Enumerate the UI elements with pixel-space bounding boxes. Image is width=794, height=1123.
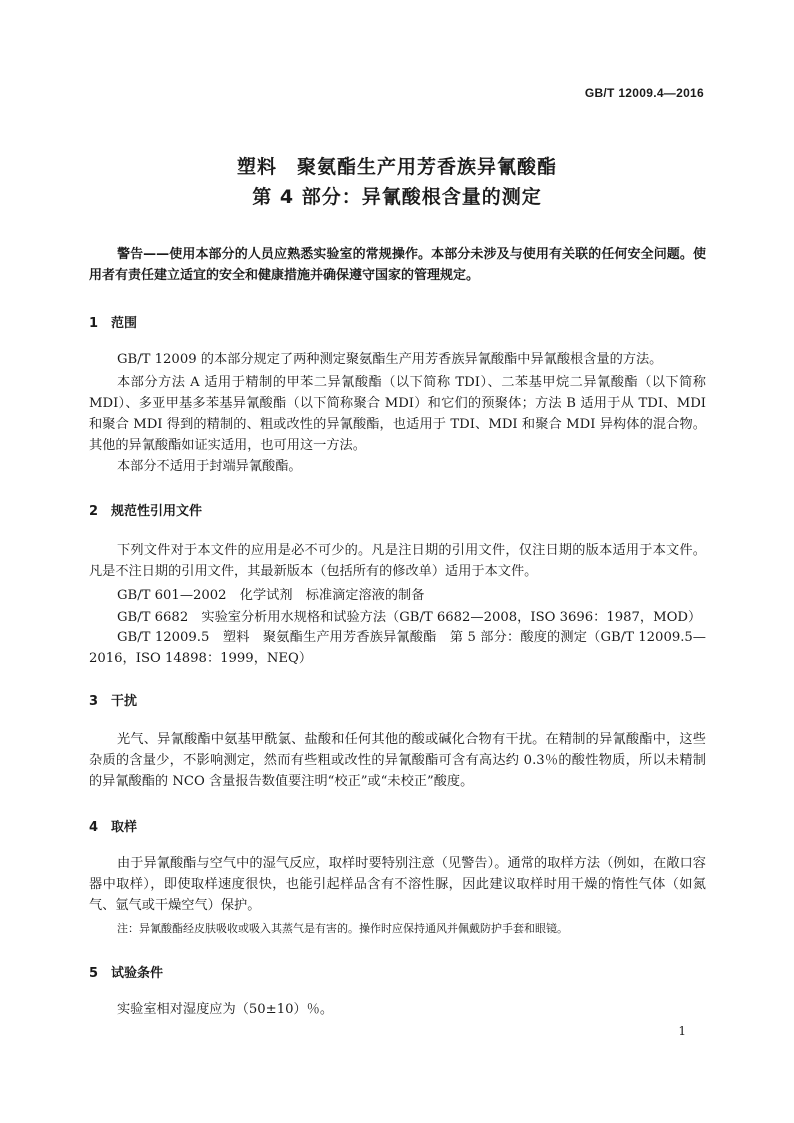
reference-item: GB/T 601—2002 化学试剂 标准滴定溶液的制备 — [117, 588, 425, 603]
page-number: 1 — [678, 1024, 686, 1038]
section-1-paragraph-3: 本部分不适用于封端异氰酸酯。 — [117, 459, 302, 474]
section-title: 干扰 — [111, 694, 138, 709]
section-number: 1 — [89, 316, 99, 331]
section-heading-1 — [89, 312, 137, 331]
section-number: 2 — [89, 504, 99, 519]
section-title: 范围 — [111, 316, 138, 331]
section-1-paragraph-1: GB/T 12009 的本部分规定了两种测定聚氨酯生产用芳香族异氰酸酯中异氰酸根含量的方法。 — [117, 352, 663, 367]
section-4-paragraph-1: 由于异氰酸酯与空气中的湿气反应，取样时要特别注意（见警告）。通常的取样方法（例如，在敞口容器中取样），即使取样速度很快，也能引起样品含有不溶性脲，因此建议取样时用干燥的惰性气体（如氮气、氩气或干燥空气）保护。 — [89, 856, 706, 913]
section-number: 4 — [89, 820, 99, 835]
section-3-paragraph-1: 光气、异氰酸酯中氨基甲酰氯、盐酸和任何其他的酸或碱化合物有干扰。在精制的异氰酸酯中，这些杂质的含量少，不影响测定，然而有些粗或改性的异氰酸酯可含有高达约 0.3％的酸性物质，所以未精制的异氰酸酯的 NCO 含量报告数值要注明“校正”或“未校正”酸度。 — [89, 732, 706, 789]
section-number: 5 — [89, 966, 99, 981]
section-2-paragraph-1: 下列文件对于本文件的应用是必不可少的。凡是注日期的引用文件，仅注日期的版本适用于本文件。凡是不注日期的引用文件，其最新版本（包括所有的修改单）适用于本文件。 — [89, 543, 706, 579]
document-title-line1: 塑料 聚氨酯生产用芳香族异氰酸酯 — [236, 156, 557, 178]
section-title: 试验条件 — [111, 966, 164, 981]
reference-item: GB/T 12009.5 塑料 聚氨酯生产用芳香族异氰酸酯 第 5 部分：酸度的测定（GB/T 12009.5—2016，ISO 14898：1999，NEQ） — [89, 630, 706, 666]
section-5-paragraph-1: 实验室相对湿度应为（50±10）％。 — [117, 1002, 334, 1017]
section-heading-3 — [89, 690, 137, 709]
section-heading-5 — [89, 962, 163, 981]
document-title-line2: 第 4 部分：异氰酸根含量的测定 — [252, 186, 542, 208]
reference-item: GB/T 6682 实验室分析用水规格和试验方法（GB/T 6682—2008，ISO 3696：1987，MOD） — [117, 610, 702, 625]
section-1-paragraph-2: 本部分方法 A 适用于精制的甲苯二异氰酸酯（以下简称 TDI）、二苯基甲烷二异氰酸酯（以下简称 MDI）、多亚甲基多苯基异氰酸酯（以下简称聚合 MDI）和它们的预聚体；方法 B 适用于从 TDI、MDI 和聚合 MDI 得到的精制的、粗或改性的异氰酸酯，也适用于 TDI、MDI 和聚合 MDI 异构体的混合物。其他的异氰酸酯如证实适用，也可用这一方法。 — [89, 375, 706, 453]
section-title: 取样 — [111, 820, 138, 835]
section-heading-4 — [89, 816, 137, 835]
section-heading-2 — [89, 500, 202, 519]
standard-number: GB/T 12009.4—2016 — [584, 86, 704, 100]
section-number: 3 — [89, 694, 99, 709]
section-title: 规范性引用文件 — [111, 504, 203, 519]
warning-paragraph: 警告——使用本部分的人员应熟悉实验室的常规操作。本部分未涉及与使用有关联的任何安全问题。使用者有责任建立适宜的安全和健康措施并确保遵守国家的管理规定。 — [89, 247, 706, 283]
note: 注：异氰酸酯经皮肤吸收或吸入其蒸气是有害的。操作时应保持通风并佩戴防护手套和眼镜。 — [117, 922, 568, 935]
